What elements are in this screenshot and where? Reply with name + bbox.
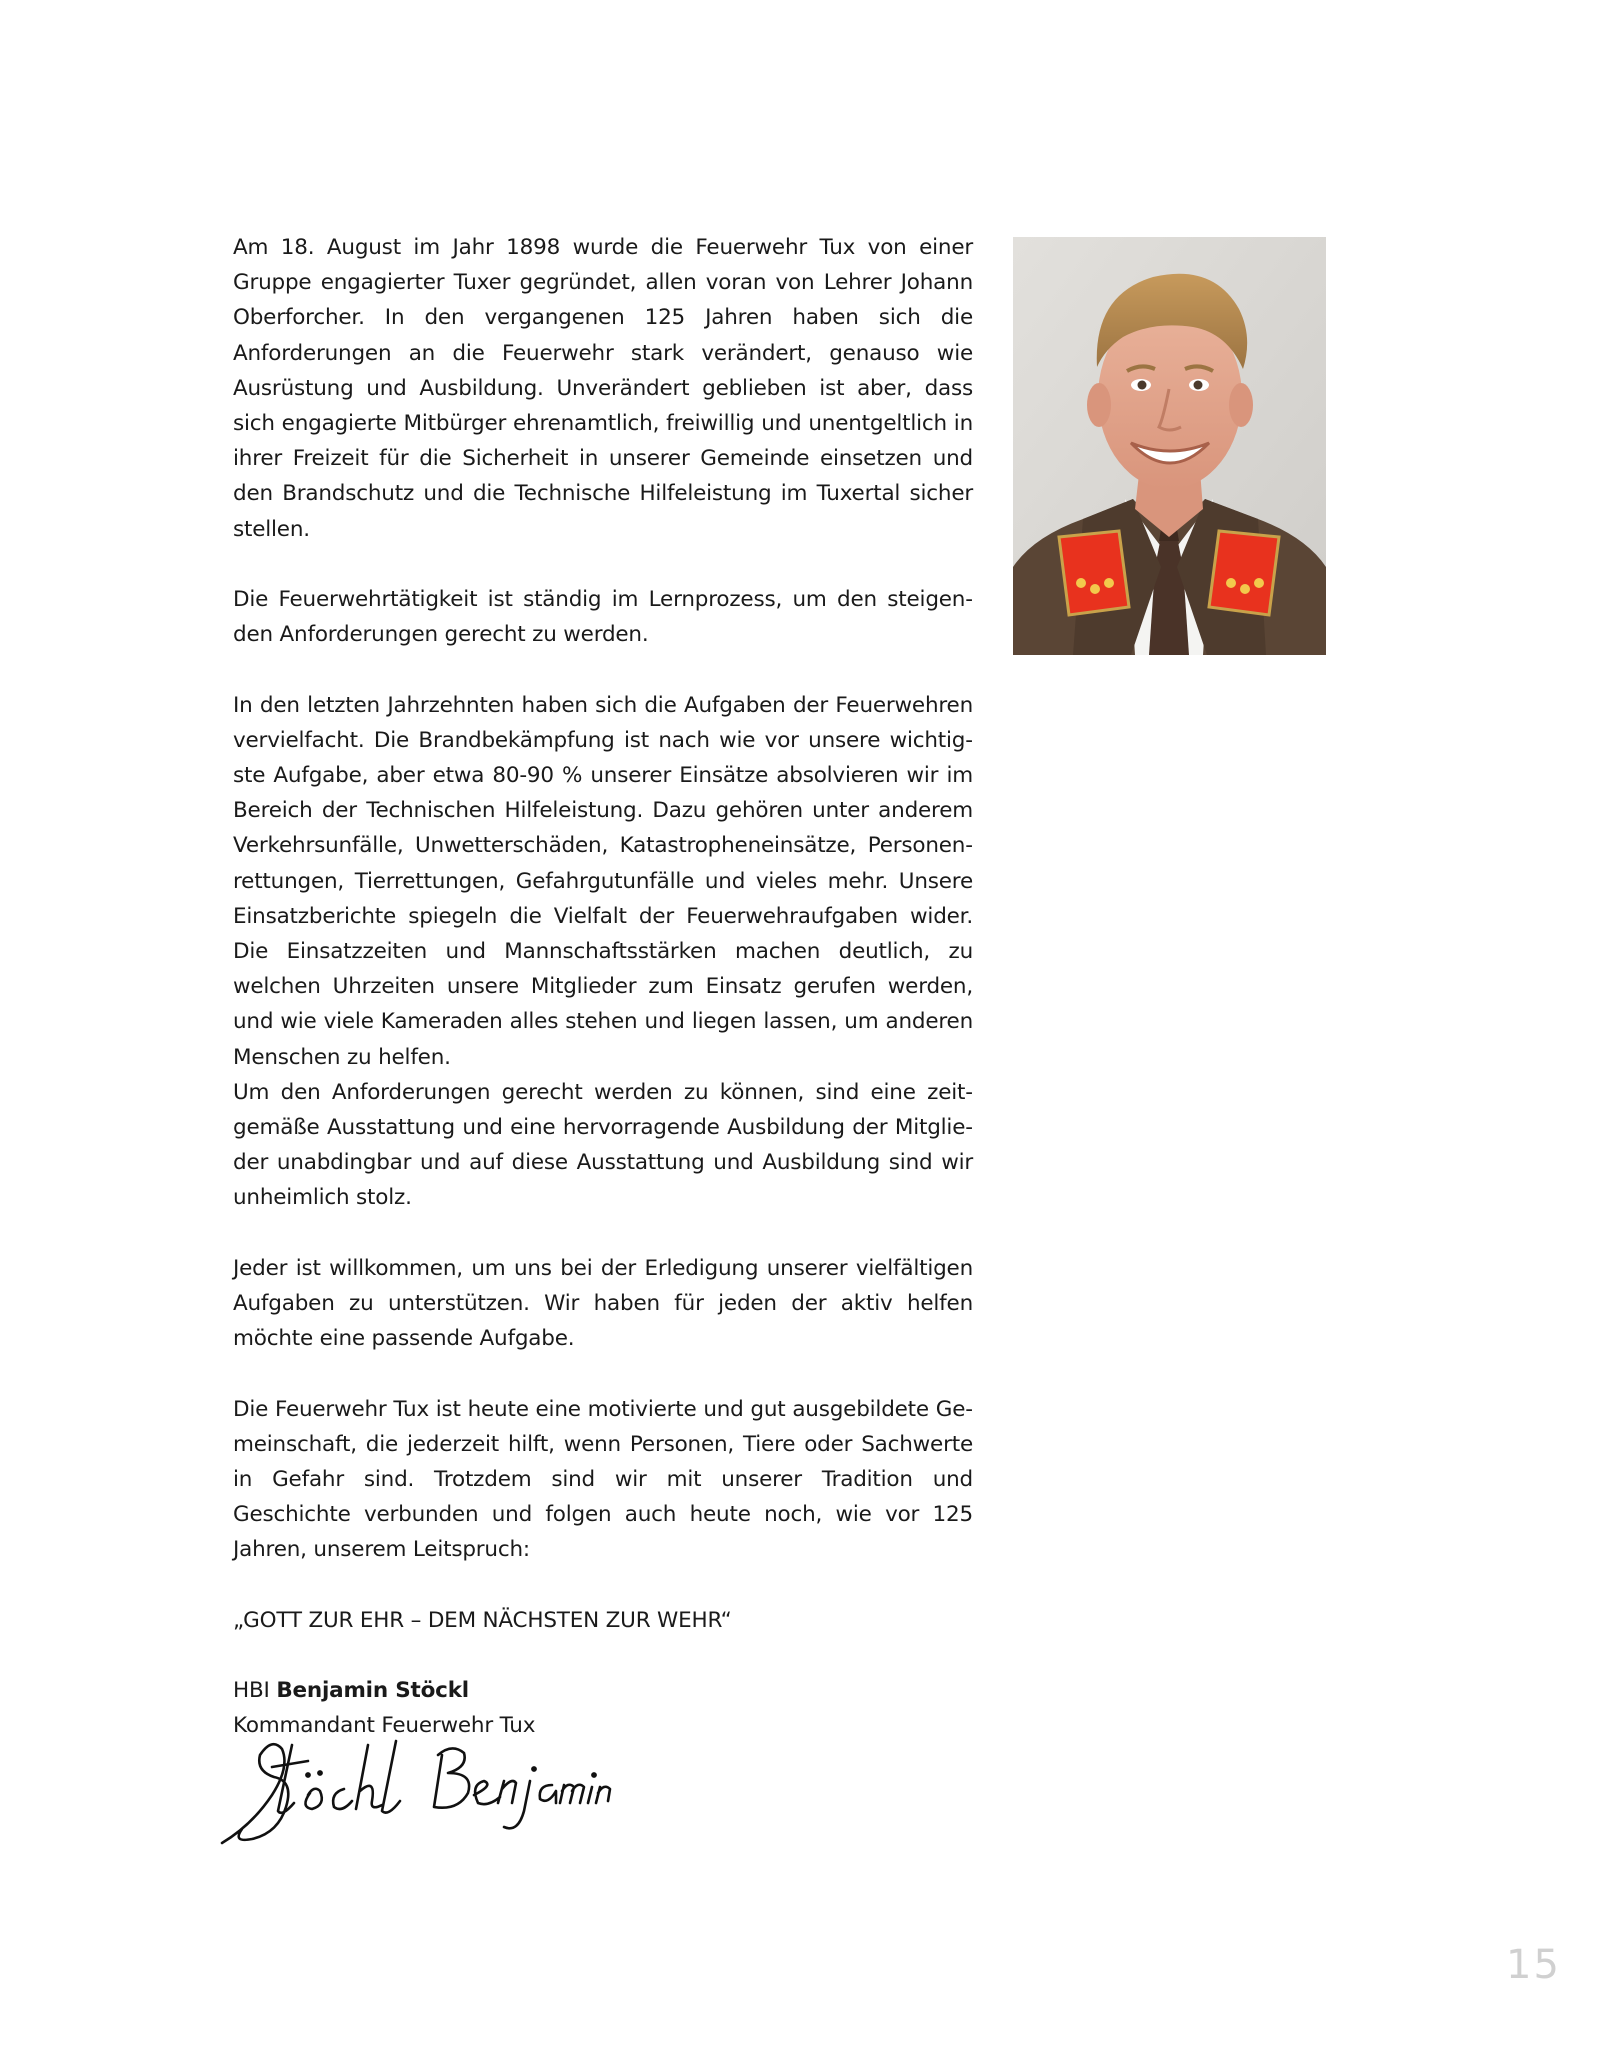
commander-role: Kommandant Feuerwehr Tux: [233, 1713, 536, 1739]
article-body: [233, 230, 973, 1744]
page-number: 15: [1506, 1942, 1561, 1988]
paragraph-history: Am 18. August im Jahr 1898 wurde die Feuerwehr Tux von einer Gruppe engagierter Tuxer gegründet, allen voran von Lehrer Johann Oberforcher. In den vergangenen 125 Jahren haben sich die Anforderungen an die Feuerwehr stark verändert, genauso wie Ausrüstung und Ausbildung. Unverändert geblieben ist aber, dass sich engagierte Mitbürger ehrenamtlich, freiwillig und unentgeltlich in ihrer Freizeit für die Sicherheit in unserer Gemeinde einsetzen und den Brandschutz und die Technische Hilfeleistung im Tuxertal sicher stellen.: [233, 235, 973, 542]
paragraph-tasks: In den letzten Jahrzehnten haben sich die Aufgaben der Feuerwehren vervielfacht. Die Brandbekämpfung ist nach wie vor unsere wichtigste Aufgabe, aber etwa 80-90 % unserer Einsätze absolvieren wir im Bereich der Technischen Hilfeleistung. Dazu gehören unter anderem Verkehrsunfälle, Unwetterschäden, Katastropheneinsätze, Personenrettungen, Tierrettungen, Gefahrgutunfälle und vieles mehr. Unsere Einsatzberichte spiegeln die Vielfalt der Feuerwehraufgaben wider. Die Einsatzzeiten und Mannschaftsstärken machen deutlich, zu welchen Uhrzeiten unsere Mitglieder zum Einsatz gerufen werden, und wie viele Kameraden alles stehen und liegen lassen, um anderen Menschen zu helfen.: [233, 692, 973, 1070]
paragraph-learning: Die Feuerwehrtätigkeit ist ständig im Lernprozess, um den steigenden Anforderungen gerecht zu werden.: [233, 587, 973, 648]
paragraph-welcome: Jeder ist willkommen, um uns bei der Erledigung unserer vielfältigen Aufgaben zu unterstützen. Wir haben für jeden der aktiv helfen möchte eine passende Aufgabe.: [233, 1255, 973, 1352]
paragraph-tradition: Die Feuerwehr Tux ist heute eine motivierte und gut ausgebildete Gemeinschaft, die jederzeit hilft, wenn Personen, Tiere oder Sachwerte in Gefahr sind. Trotzdem sind wir mit unserer Tradition und Geschichte verbunden und folgen auch heute noch, wie vor 125 Jahren, unserem Leitspruch:: [233, 1396, 973, 1563]
motto: „GOTT ZUR EHR – DEM NÄCHSTEN ZUR WEHR“: [233, 1607, 732, 1633]
commander-name: Benjamin Stöckl: [276, 1678, 469, 1704]
paragraph-equipment: Um den Anforderungen gerecht werden zu können, sind eine zeitgemäße Ausstattung und eine hervorragende Ausbildung der Mitglieder unabdingbar und auf diese Ausstattung und Ausbildung sind wir unheimlich stolz.: [233, 1079, 973, 1211]
commander-line: [233, 1673, 973, 1708]
commander-portrait: [1013, 237, 1326, 655]
handwritten-signature: [212, 1715, 612, 1855]
commander-rank: HBI: [233, 1678, 270, 1704]
